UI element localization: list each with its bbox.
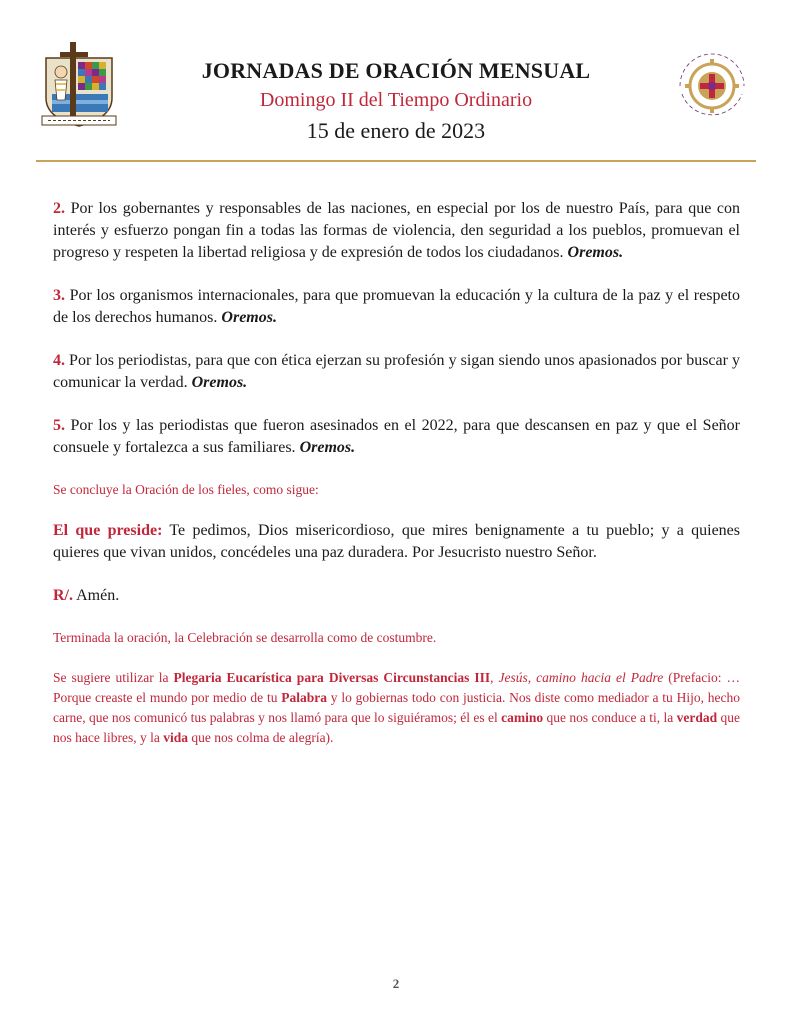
response-label: R/.	[53, 587, 73, 604]
title-block	[140, 58, 652, 146]
petition-response: Oremos.	[221, 309, 277, 326]
suggestion-text: y lo gobiernas todo con justicia. Nos diste como mediador a tu Hijo, hecho carne, que nos comunicó tus palabras y nos llamó para que lo siguiéramos; él es el	[53, 690, 740, 725]
petition-2	[53, 198, 740, 264]
page-header	[0, 0, 792, 165]
presider-label: El que preside:	[53, 522, 163, 539]
suggestion-emphasis: vida	[163, 730, 188, 745]
presider-text: Te pedimos, Dios misericordioso, que mires benignamente a tu pueblo; y a quienes quieres que vivan unidos, concédeles una paz duradera. Por Jesucristo nuestro Señor.	[53, 522, 741, 561]
rubric-conclude: Se concluye la Oración de los fieles, como sigue:	[53, 482, 319, 497]
rubric-after: Terminada la oración, la Celebración se desarrolla como de costumbre.	[53, 630, 437, 645]
petition-text: Por los gobernantes y responsables de las naciones, en especial por los de nuestro País, para que con interés y esfuerzo pongan fin a todas las formas de violencia, den seguridad a los pueblos, promuevan el progreso y respeten la libertad religiosa y de expresión de todos los ciudadanos.	[53, 200, 740, 261]
suggestion-emphasis: Palabra	[281, 690, 328, 705]
petition-response: Oremos.	[299, 439, 356, 456]
suggestion-text: (Prefacio: …Porque creaste el mundo por medio de tu	[53, 670, 740, 705]
page-date: 15 de enero de 2023	[306, 118, 486, 143]
suggestion-text: Se sugiere utilizar la	[53, 670, 174, 685]
suggestion-text: que nos hace libres, y la	[53, 710, 740, 745]
petition-text: Por los periodistas, para que con ética ejerzan su profesión y sigan siendo unos apasionados por buscar y comunicar la verdad.	[53, 352, 740, 391]
petition-text: Por los organismos internacionales, para que promuevan la educación y la cultura de la paz y el respeto de los derechos humanos.	[53, 287, 740, 326]
document-body	[53, 198, 740, 748]
suggestion-prayer-subtitle: Jesús, camino hacia el Padre	[498, 670, 664, 685]
petition-4	[53, 350, 740, 394]
page-subtitle: Domingo II del Tiempo Ordinario	[259, 89, 533, 111]
suggestion-text: ,	[490, 670, 499, 685]
petition-3	[53, 285, 740, 329]
petition-5	[53, 415, 740, 459]
petition-number: 2.	[53, 200, 65, 217]
suggestion-text: que nos colma de alegría).	[187, 730, 334, 745]
petition-number: 5.	[53, 417, 65, 434]
petition-number: 4.	[53, 352, 65, 369]
assembly-response	[53, 585, 740, 607]
header-divider	[36, 160, 756, 162]
suggestion-text: que nos conduce a ti, la	[543, 710, 677, 725]
archdiocese-seal-icon	[668, 42, 756, 130]
page-number: 2	[392, 976, 400, 991]
suggestion-emphasis: camino	[501, 710, 544, 725]
presider-prayer	[53, 520, 740, 564]
petition-response: Oremos.	[191, 374, 248, 391]
petition-text: Por los y las periodistas que fueron asesinados en el 2022, para que descansen en paz y que el Señor consuele y fortalezca a sus familiares.	[53, 417, 740, 456]
suggestion-emphasis: verdad	[676, 710, 718, 725]
page-title: JORNADAS DE ORACIÓN MENSUAL	[201, 58, 591, 83]
rubric-suggestion	[53, 668, 740, 748]
petition-response: Oremos.	[567, 244, 624, 261]
parish-coat-of-arms-icon	[40, 40, 118, 130]
suggestion-prayer-name: Plegaria Eucarística para Diversas Circunstancias III	[173, 670, 491, 685]
petition-number: 3.	[53, 287, 65, 304]
response-text: Amén.	[73, 587, 120, 604]
